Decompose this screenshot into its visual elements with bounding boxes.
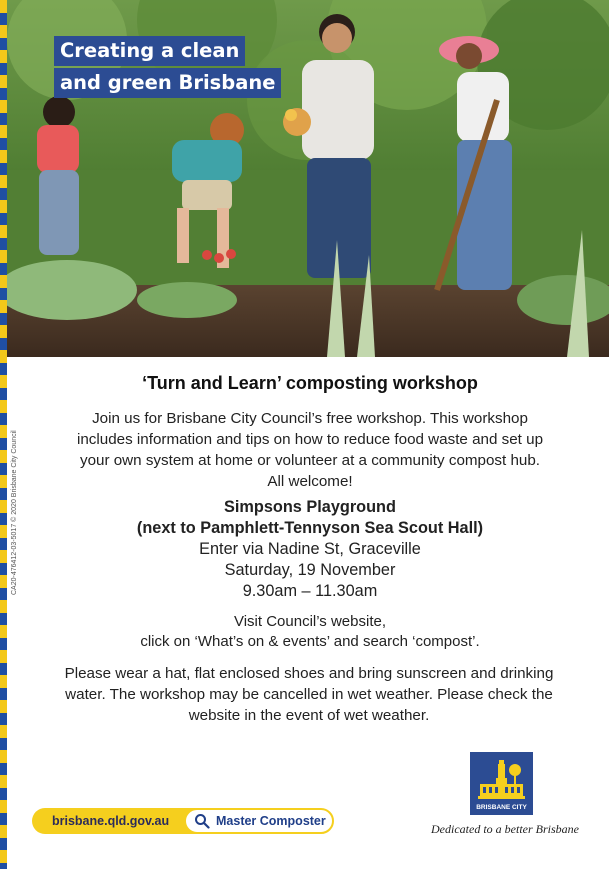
notes-line: Please wear a hat, flat enclosed shoes and bring sunscreen and drinking <box>64 665 554 682</box>
intro-line: your own system at home or volunteer at a community compost hub. <box>79 452 541 469</box>
master-composter-search[interactable] <box>184 808 334 834</box>
intro-line: All welcome! <box>267 473 353 490</box>
hero-headline <box>54 36 281 100</box>
intro-paragraph <box>30 408 590 492</box>
headline-line-2: and green Brisbane <box>54 68 281 98</box>
workshop-title: ‘Turn and Learn’ composting workshop <box>142 373 478 393</box>
city-hall-logo <box>470 752 533 815</box>
venue-detail: (next to Pamphlett-Tennyson Sea Scout Hall) <box>136 519 484 537</box>
headline-line-1: Creating a clean <box>54 36 245 66</box>
yellow-blue-edge-strip <box>0 0 7 869</box>
visit-line: Visit Council’s website, <box>233 613 386 630</box>
intro-line: Join us for Brisbane City Council’s free workshop. This workshop <box>92 410 528 427</box>
document-code: CA20-476412-03-5017 © 2020 Brisbane City Council <box>11 430 18 595</box>
venue-name: Simpsons Playground <box>224 498 396 516</box>
logo-text: BRISBANE CITY <box>476 804 527 811</box>
attendance-notes <box>24 663 594 726</box>
website-instructions <box>30 612 590 652</box>
hero-photo <box>7 0 609 357</box>
intro-line: includes information and tips on how to reduce food waste and set up <box>76 431 544 448</box>
venue-entry: Enter via Nadine St, Graceville <box>199 540 421 558</box>
notes-line: website in the event of wet weather. <box>188 707 430 724</box>
event-date: Saturday, 19 November <box>224 561 396 579</box>
council-tagline: Dedicated to a better Brisbane <box>431 822 579 836</box>
search-label: Master Composter <box>216 814 326 828</box>
venue-details <box>30 497 590 602</box>
notes-line: water. The workshop may be cancelled in wet weather. Please check the <box>65 686 553 703</box>
website-url-text: brisbane.qld.gov.au <box>52 814 170 828</box>
visit-line: click on ‘What’s on & events’ and search ‘compost’. <box>140 633 480 650</box>
search-icon <box>194 813 210 829</box>
event-time: 9.30am – 11.30am <box>242 582 378 600</box>
